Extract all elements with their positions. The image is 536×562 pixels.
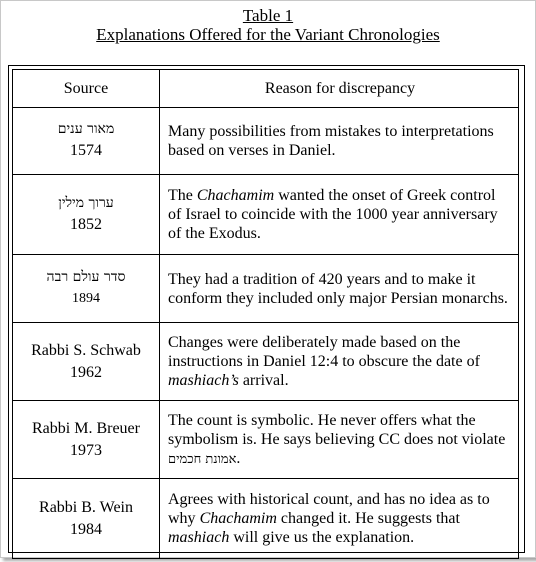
reason-text: wanted the onset of Greek control of Israel to coincide with the 1000 year anniversary of the Exodus. [168, 187, 498, 242]
source-cell [13, 401, 160, 479]
reason-text: The count is symbolic. He never offers what the symbolism is. He says believing CC does not violate [168, 411, 506, 448]
header-source: Source [13, 70, 160, 108]
reason-cell: Many possibilities from mistakes to interpretations based on verses in Daniel. [160, 108, 519, 175]
table-row [13, 255, 519, 323]
source-year: 1574 [70, 142, 102, 159]
table-header-row [13, 70, 519, 108]
table-row [13, 323, 519, 401]
reason-cell [160, 175, 519, 255]
reason-text: will give us the explanation. [229, 529, 415, 546]
source-cell [13, 479, 160, 559]
reason-cell [160, 401, 519, 479]
reason-emphasis: Chachamim [199, 510, 277, 527]
reason-text: arrival. [238, 372, 289, 389]
source-cell [13, 108, 160, 175]
reason-cell [160, 323, 519, 401]
source-year: 1852 [70, 215, 102, 233]
source-hebrew: מאור ענים [57, 121, 115, 137]
chronology-table [12, 69, 519, 559]
reason-text: . [236, 449, 241, 467]
table-row [13, 479, 519, 559]
source-cell [13, 255, 160, 323]
reason-emphasis: mashiach’s [168, 372, 239, 389]
reason-text: Agrees with historical count, and has no idea as to why [168, 491, 490, 527]
table-title: Explanations Offered for the Variant Chronologies [96, 25, 440, 44]
source-year: 1962 [70, 363, 102, 381]
source-name: Rabbi S. Schwab [31, 341, 141, 359]
reason-cell: They had a tradition of 420 years and to make it conform they included only major Persian monarchs. [160, 255, 519, 323]
reason-cell [160, 479, 519, 559]
reason-text: The [168, 187, 197, 204]
table-outer-border [8, 65, 525, 553]
header-reason: Reason for discrepancy [160, 70, 519, 108]
source-name: Rabbi M. Breuer [32, 419, 140, 437]
source-hebrew: ערוך מילין [58, 194, 114, 211]
reason-text: Changes were deliberately made based on the instructions in Daniel 12:4 to obscure the date of [168, 334, 480, 370]
source-year: 1984 [70, 520, 102, 538]
reason-emphasis: Chachamim [196, 187, 275, 204]
table-number: Table 1 [242, 6, 294, 25]
table-row [13, 108, 519, 175]
source-hebrew: סדר עולם רבה [46, 268, 126, 285]
reason-text: changed it. He suggests that [276, 510, 460, 527]
source-cell [13, 175, 160, 255]
reason-emphasis: mashiach [168, 529, 230, 546]
source-cell [13, 323, 160, 401]
source-name: Rabbi B. Wein [39, 498, 133, 516]
source-year: 1973 [70, 441, 102, 459]
source-year: 1894 [72, 290, 100, 306]
table-row [13, 175, 519, 255]
reason-hebrew: אמונת חכמים [168, 451, 237, 467]
table-row [13, 401, 519, 479]
